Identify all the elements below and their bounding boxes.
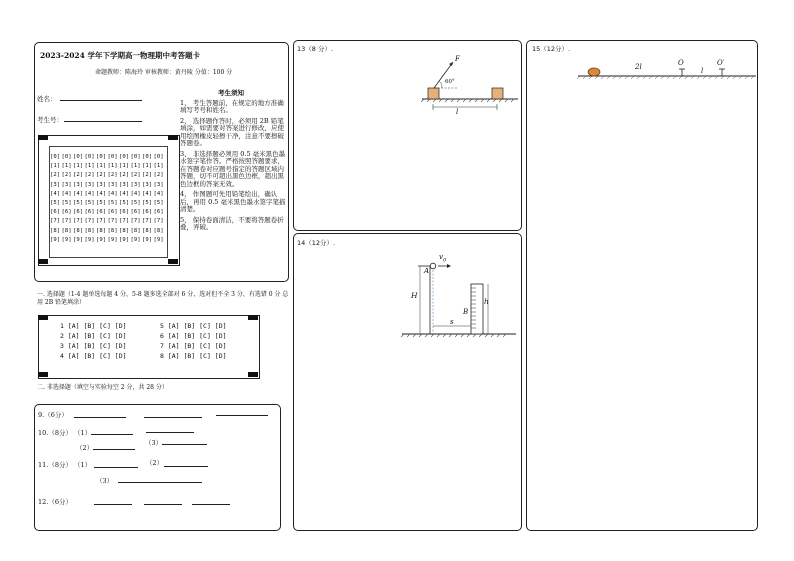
notice-list [180,100,287,232]
q14-ball [430,263,436,269]
student-id-label: 考生号： [37,116,63,124]
id-digit-bubble[interactable]: [8] [84,227,95,234]
id-digit-bubble[interactable]: [8] [96,227,107,234]
id-digit-bubble[interactable]: [0] [142,154,153,160]
q10-blank-1b[interactable] [146,432,194,433]
q12-label: 12.（6分） [38,498,72,506]
id-digit-bubble[interactable]: [7] [84,218,95,225]
notice-item: 2、 选择题作答时，必须用 2B 铅笔填涂，如需要对答案进行修改，应使用绘图橡皮轻擦干净，注意不要擦破答题卷。 [180,116,284,148]
id-digit-bubble[interactable]: [0] [96,154,107,160]
id-digit-bubble[interactable]: [4] [96,190,107,197]
nonmc-section-header: 二. 非选择题（填空与实验每空 2 分，共 28 分） [37,384,168,391]
id-digit-bubble[interactable]: [8] [50,227,61,234]
q15-answer-area[interactable] [526,40,758,531]
q9-blank[interactable] [144,417,202,418]
q15-label: 15（12分）. [532,45,571,53]
mc-row-right[interactable]: 5 [A] [B] [C] [D] [160,322,227,330]
id-digit-bubble[interactable]: [3] [130,181,141,188]
id-digit-bubble[interactable]: [4] [50,190,61,197]
registration-mark [168,259,178,264]
q14-label: 14（12分）. [297,239,336,247]
q10-blank-1[interactable] [91,434,133,435]
id-digit-bubble[interactable]: [9] [61,236,72,243]
id-digit-bubble[interactable]: [5] [84,199,95,206]
q10-blank-2[interactable] [93,449,135,450]
q10-part1: （1） [74,429,92,437]
id-digit-bubble[interactable]: [7] [73,218,84,225]
q10-part3: （3） [145,439,163,447]
id-digit-bubble[interactable]: [6] [73,209,84,216]
id-digit-bubble[interactable]: [2] [142,172,153,179]
id-digit-bubble[interactable]: [1] [153,163,164,170]
q15-object [588,68,600,76]
id-digit-bubble[interactable]: [6] [84,209,95,216]
mc-row-left[interactable]: 2 [A] [B] [C] [D] [60,332,127,340]
id-digit-bubble[interactable]: [6] [142,209,153,216]
id-digit-bubble[interactable]: [2] [153,172,164,179]
id-digit-bubble[interactable]: [1] [119,163,130,170]
id-digit-bubble[interactable]: [3] [96,181,107,188]
id-digit-bubble[interactable]: [6] [119,209,130,216]
id-grid-column [85,153,95,245]
id-digit-bubble[interactable]: [4] [61,190,72,197]
id-digit-bubble[interactable]: [8] [107,227,118,234]
id-digit-bubble[interactable]: [9] [73,236,84,243]
notice-item: 4、 作图题可先用铅笔绘出，确认后，再用 0.5 毫米黑色墨水签字笔描清楚。 [180,190,286,214]
q14-point-a: A [424,267,430,275]
q11-part1: （1） [74,461,92,469]
id-digit-bubble[interactable]: [9] [119,236,130,243]
q13-length-label: l [456,108,459,116]
id-digit-bubble[interactable]: [5] [61,199,72,206]
mc-row-right[interactable]: 8 [A] [B] [C] [D] [160,352,227,360]
id-digit-bubble[interactable]: [2] [50,172,61,179]
q14-v-sub: 0 [442,257,447,264]
mc-row-left[interactable]: 1 [A] [B] [C] [D] [60,322,127,330]
id-digit-bubble[interactable]: [5] [119,199,130,206]
id-digit-bubble[interactable]: [1] [130,163,141,170]
q12-blank[interactable] [94,504,132,505]
id-grid-column [73,153,83,245]
id-digit-bubble[interactable]: [2] [130,172,141,179]
id-grid-column [119,153,129,245]
q10-label: 10.（8分） [38,429,72,437]
q11-blank-2[interactable] [164,466,208,467]
registration-mark [168,135,178,140]
id-digit-bubble[interactable]: [2] [61,172,72,179]
id-digit-bubble[interactable]: [7] [119,218,130,225]
id-digit-bubble[interactable]: [3] [73,181,84,188]
q14-velocity-label [439,254,446,263]
q11-label: 11.（8分） [38,461,72,469]
id-digit-bubble[interactable]: [7] [107,218,118,225]
mc-row-left[interactable]: 4 [A] [B] [C] [D] [60,352,127,360]
q11-blank-1[interactable] [94,467,138,468]
staff-line: 命题教师：陈海玲 审核教师：黄丹陵 分值：100 分 [95,69,233,76]
id-digit-bubble[interactable]: [9] [130,236,141,243]
q9-blank[interactable] [74,417,126,418]
q14-point-b: B [463,308,469,316]
id-digit-bubble[interactable]: [3] [50,181,61,188]
id-digit-bubble[interactable]: [0] [84,154,95,160]
registration-mark [38,259,48,264]
id-digit-bubble[interactable]: [2] [107,172,118,179]
id-digit-bubble[interactable]: [9] [107,236,118,243]
q15-point-o: O [678,59,684,67]
id-digit-bubble[interactable]: [5] [130,199,141,206]
id-digit-bubble[interactable]: [6] [50,209,61,216]
id-grid-column [131,153,141,245]
q12-blank[interactable] [144,504,182,505]
id-digit-bubble[interactable]: [8] [153,227,164,234]
q11-blank-4[interactable] [158,482,202,483]
q9-label: 9.（6分） [38,411,68,419]
id-digit-bubble[interactable]: [3] [153,181,164,188]
mc-row-right[interactable]: 7 [A] [B] [C] [D] [160,342,227,350]
id-digit-bubble[interactable]: [1] [73,163,84,170]
q14-distance: s [450,318,454,326]
id-digit-bubble[interactable]: [5] [142,199,153,206]
registration-mark [38,372,48,377]
name-field[interactable] [60,100,142,101]
q13-block-left [428,88,439,99]
q12-blank[interactable] [192,504,230,505]
id-digit-bubble[interactable]: [3] [61,181,72,188]
q9-blank[interactable] [216,415,268,416]
id-digit-bubble[interactable]: [4] [119,190,130,197]
q10-blank-3[interactable] [162,444,207,445]
q14-v: v [439,253,443,261]
student-id-field[interactable] [64,121,142,122]
exam-title: 2023-2024 学年下学期高一物理期中考答题卡 [40,51,200,60]
registration-mark [38,315,48,320]
id-digit-bubble[interactable]: [4] [107,190,118,197]
q15-point-o-prime: O′ [717,59,725,67]
id-digit-bubble[interactable]: [1] [50,163,61,170]
id-digit-bubble[interactable]: [3] [84,181,95,188]
registration-mark [248,315,258,320]
id-digit-bubble[interactable]: [0] [119,154,130,160]
id-digit-bubble[interactable]: [7] [130,218,141,225]
registration-mark [38,135,48,140]
id-digit-bubble[interactable]: [9] [153,236,164,243]
id-digit-bubble[interactable]: [0] [130,154,141,160]
id-digit-bubble[interactable]: [3] [142,181,153,188]
id-digit-bubble[interactable]: [8] [130,227,141,234]
mc-section-header [37,291,289,307]
id-digit-bubble[interactable]: [9] [84,236,95,243]
id-digit-bubble[interactable]: [0] [153,154,164,160]
id-grid-column [108,153,118,245]
id-grid-column [62,153,72,245]
id-digit-bubble[interactable]: [8] [73,227,84,234]
id-digit-bubble[interactable]: [4] [73,190,84,197]
id-digit-bubble[interactable]: [7] [153,218,164,225]
id-digit-bubble[interactable]: [1] [107,163,118,170]
q15-dist-l: l [701,67,704,75]
id-digit-bubble[interactable]: [7] [96,218,107,225]
id-digit-bubble[interactable]: [8] [61,227,72,234]
mc-row-left[interactable]: 3 [A] [B] [C] [D] [60,342,127,350]
q14-ladder-wall [471,284,483,334]
notice-item: 1、 考生答题前，在规定的地方准确填写考号和姓名。 [180,99,284,115]
id-digit-bubble[interactable]: [8] [119,227,130,234]
id-digit-bubble[interactable]: [5] [96,199,107,206]
q14-height-small: h [484,297,489,306]
notice-title: 考生须知 [218,89,244,97]
registration-mark [248,372,258,377]
mc-row-right[interactable]: 6 [A] [B] [C] [D] [160,332,227,340]
id-digit-bubble[interactable]: [2] [119,172,130,179]
id-digit-bubble[interactable]: [6] [107,209,118,216]
id-digit-bubble[interactable]: [0] [61,154,72,160]
q14-height-big: H [411,291,418,300]
id-digit-bubble[interactable]: [6] [96,209,107,216]
id-digit-bubble[interactable]: [6] [130,209,141,216]
name-label: 姓名： [37,95,57,103]
id-digit-bubble[interactable]: [9] [142,236,153,243]
id-grid-column [142,153,152,245]
id-digit-bubble[interactable]: [4] [130,190,141,197]
id-digit-bubble[interactable]: [1] [142,163,153,170]
id-digit-bubble[interactable]: [0] [107,154,118,160]
id-digit-bubble[interactable]: [8] [142,227,153,234]
q11-part2: （2） [146,459,164,467]
id-digit-bubble[interactable]: [6] [153,209,164,216]
q13-angle-arc [439,81,442,88]
id-digit-bubble[interactable]: [7] [61,218,72,225]
id-digit-bubble[interactable]: [3] [107,181,118,188]
id-digit-bubble[interactable]: [4] [84,190,95,197]
id-digit-bubble[interactable]: [5] [107,199,118,206]
q13-angle-label: 60° [445,79,455,85]
q13-label: 13（8 分）. [297,45,334,53]
id-digit-bubble[interactable]: [6] [61,209,72,216]
id-grid-column [50,153,60,245]
id-digit-bubble[interactable]: [0] [73,154,84,160]
q10-part2: （2） [76,444,94,452]
id-digit-bubble[interactable]: [4] [142,190,153,197]
id-digit-bubble[interactable]: [9] [50,236,61,243]
id-digit-bubble[interactable]: [4] [153,190,164,197]
id-digit-bubble[interactable]: [1] [96,163,107,170]
q11-blank-3[interactable] [118,482,158,483]
q13-force-label: F [455,55,460,63]
id-digit-bubble[interactable]: [5] [153,199,164,206]
id-digit-bubble[interactable]: [5] [73,199,84,206]
q13-diagram [420,52,520,116]
q15-diagram [574,58,760,86]
id-grid-column [154,153,164,245]
id-digit-bubble[interactable]: [3] [119,181,130,188]
id-digit-bubble[interactable]: [1] [84,163,95,170]
id-digit-bubble[interactable]: [0] [50,154,61,160]
id-grid-column [96,153,106,245]
id-digit-bubble[interactable]: [2] [84,172,95,179]
q15-dist-2l: 2l [635,63,642,71]
id-digit-bubble[interactable]: [9] [96,236,107,243]
id-digit-bubble[interactable]: [2] [73,172,84,179]
id-digit-bubble[interactable]: [2] [96,172,107,179]
id-digit-bubble[interactable]: [7] [142,218,153,225]
mc-header-text: 一. 选择题（1-4 题单选每题 4 分，5-8 题多选全部对 6 分，选对但不全 3 分，有选错 0 分 总用 2B 铅笔填涂） [37,291,289,307]
q14-velocity-arrowhead [447,264,451,268]
q11-part3: （3） [96,477,114,485]
id-digit-bubble[interactable]: [7] [50,218,61,225]
notice-item: 5、 保持卷面清洁，不要将答题卷折叠，弄破。 [180,215,284,232]
id-digit-bubble[interactable]: [1] [61,163,72,170]
id-digit-bubble[interactable]: [5] [50,199,61,206]
notice-item: 3、 非选择题必须用 0.5 毫米黑色墨水签字笔作答。严格按照答题要求，在答题卷对应题号指定的答题区域内答题，切不可超出黑色边框，超出黑色边框的答案无效。 [180,149,286,188]
q13-block-right [492,88,503,99]
